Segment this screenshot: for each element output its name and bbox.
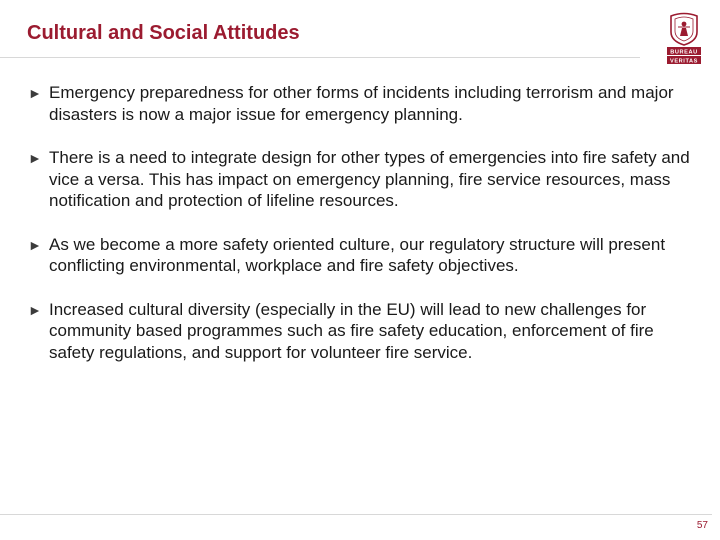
bullet-item [28,234,698,277]
bullet-text: As we become a more safety oriented culture, our regulatory structure will present conflicting environmental, workplace and fire safety objectives. [49,234,666,275]
bullet-text: There is a need to integrate design for other types of emergencies into fire safety and vice a versa. This has impact on emergency planning, fire service resources, mass notification and protection of lifeline resources. [49,148,690,210]
logo-text-line2: VERITAS [669,58,699,65]
bullet-text: Increased cultural diversity (especially in the EU) will lead to new challenges for community based programmes such as fire safety education, enforcement of fire safety regulations, and support for volunteer fire service. [49,299,654,362]
footer-divider [0,514,712,515]
bullet-text: Emergency preparedness for other forms of incidents including terrorism and major disasters is now a major issue for emergency planning. [49,83,674,124]
bullet-item [28,82,698,125]
page-number: 57 [696,520,708,531]
bullet-item [28,299,698,364]
bullet-arrow-icon: ► [28,236,42,253]
logo-emblem-icon [656,10,712,66]
bullet-arrow-icon: ► [28,150,42,166]
bullet-arrow-icon: ► [28,85,42,101]
slide-title: Cultural and Social Attitudes [27,22,300,44]
logo-text-line1: BUREAU [670,49,698,56]
bullet-item [28,147,698,212]
bullet-arrow-icon: ► [28,301,42,318]
bullet-list [28,82,698,385]
bureau-veritas-logo [656,10,712,66]
title-divider [0,57,640,58]
